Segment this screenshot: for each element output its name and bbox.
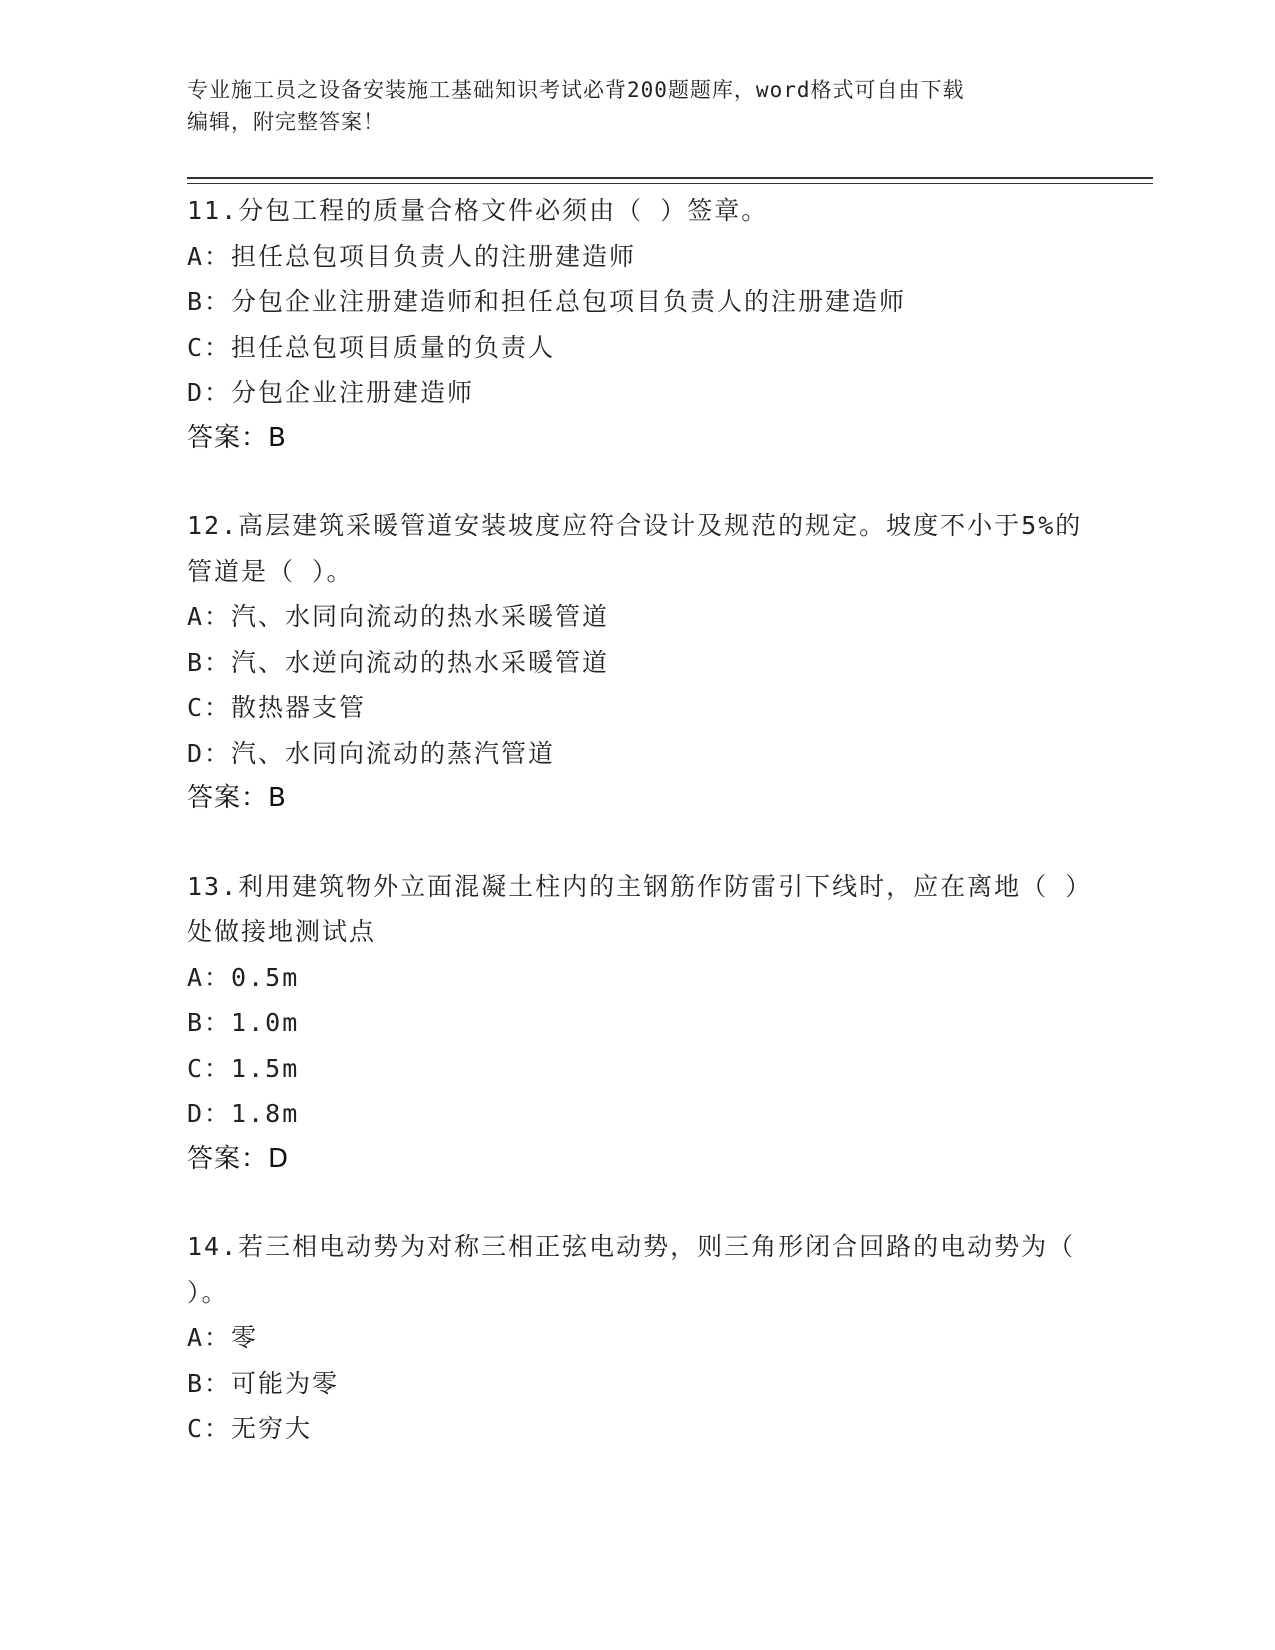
option-c: C：1.5m: [187, 1053, 300, 1083]
option-a: A：零: [187, 1323, 259, 1352]
question-12: [187, 503, 1087, 822]
header-divider-thin: [187, 183, 1153, 184]
document-header: [187, 74, 1087, 138]
question-stem: 14.若三相电动势为对称三相正弦电动势，则三角形闭合回路的电动势为（ ）。: [187, 1232, 1093, 1307]
option-d: D：汽、水同向流动的蒸汽管道: [187, 738, 556, 768]
question-11: [187, 188, 1087, 461]
option-d: D：1.8m: [187, 1099, 300, 1128]
option-c: C：散热器支管: [187, 693, 367, 722]
option-b: B：汽、水逆向流动的热水采暖管道: [187, 647, 610, 677]
answer-line: 答案：B: [187, 422, 287, 453]
option-b: B：可能为零: [187, 1368, 340, 1398]
answer-line: 答案：B: [187, 783, 287, 813]
option-a: A：0.5m: [187, 962, 300, 992]
header-divider-thick: [187, 177, 1153, 179]
header-title-line-2: 编辑，附完整答案！: [187, 110, 385, 134]
option-a: A：担任总包项目负责人的注册建造师: [187, 241, 637, 271]
question-14: [187, 1224, 1093, 1452]
question-list: [187, 188, 1093, 1452]
answer-line: 答案：D: [187, 1143, 290, 1174]
option-b: B：分包企业注册建造师和担任总包项目负责人的注册建造师: [187, 287, 907, 316]
option-a: A：汽、水同向流动的热水采暖管道: [187, 602, 610, 631]
option-c: C：担任总包项目质量的负责人: [187, 332, 556, 362]
header-title-line-1: 专业施工员之设备安装施工基础知识考试必背200题题库，word格式可自由下载: [187, 78, 965, 102]
question-stem: 13.利用建筑物外立面混凝土柱内的主钢筋作防雷引下线时，应在离地（ ）处做接地测试点: [187, 871, 1080, 946]
option-d: D：分包企业注册建造师: [187, 378, 475, 407]
question-13: [187, 864, 1087, 1183]
option-b: B：1.0m: [187, 1008, 300, 1037]
question-stem: 11.分包工程的质量合格文件必须由（ ）签章。: [187, 196, 769, 225]
option-c: C：无穷大: [187, 1414, 313, 1443]
question-stem: 12.高层建筑采暖管道安装坡度应符合设计及规范的规定。坡度不小于5%的管道是（ ）。: [187, 511, 1083, 586]
